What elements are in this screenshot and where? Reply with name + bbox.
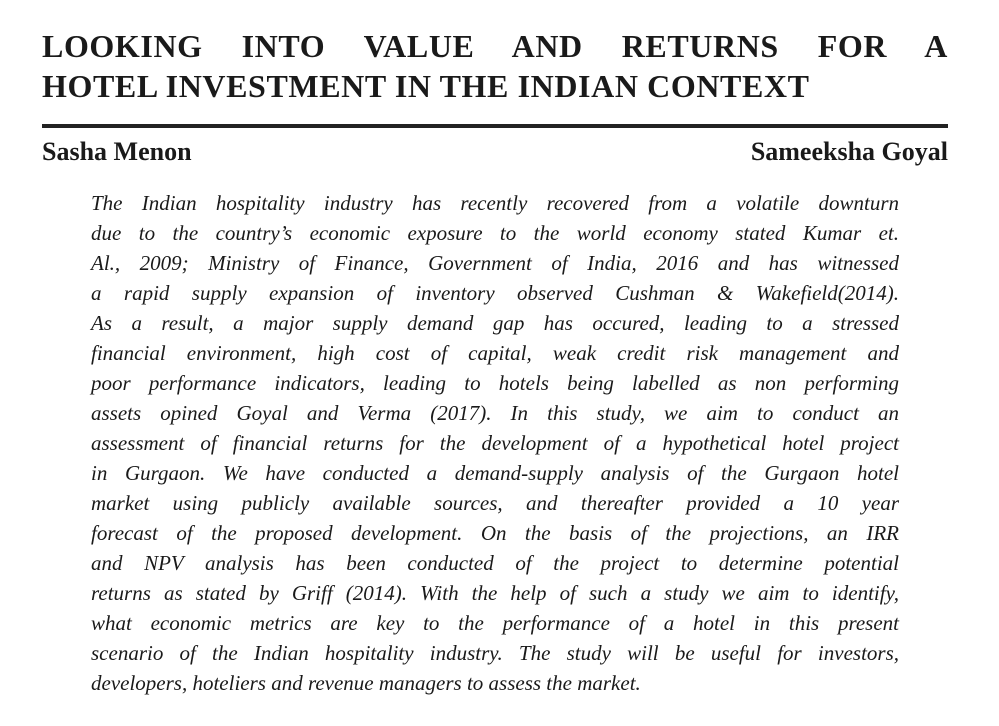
abstract-line: and NPV analysis has been conducted of the project to determine potential — [91, 551, 899, 575]
abstract-line: poor performance indicators, leading to hotels being labelled as non performing — [91, 371, 899, 395]
abstract-line: what economic metrics are key to the performance of a hotel in this present — [91, 611, 899, 635]
title-line-1: LOOKING INTO VALUE AND RETURNS FOR A — [42, 28, 948, 64]
abstract-line: market using publicly available sources, and thereafter provided a 10 year — [91, 491, 899, 515]
title-divider — [42, 124, 948, 128]
author-sasha-menon: Sasha Menon — [42, 137, 192, 166]
paper-title — [42, 26, 948, 106]
abstract-line: As a result, a major supply demand gap has occured, leading to a stressed — [91, 311, 899, 335]
abstract-line: scenario of the Indian hospitality industry. The study will be useful for investors, — [91, 641, 899, 665]
abstract — [91, 188, 899, 698]
abstract-line: The Indian hospitality industry has recently recovered from a volatile downturn — [91, 191, 899, 215]
abstract-line: financial environment, high cost of capital, weak credit risk management and — [91, 341, 899, 365]
abstract-line: in Gurgaon. We have conducted a demand-supply analysis of the Gurgaon hotel — [91, 461, 899, 485]
author-row — [42, 134, 948, 170]
abstract-line: Al., 2009; Ministry of Finance, Government of India, 2016 and has witnessed — [91, 251, 899, 275]
abstract-line: developers, hoteliers and revenue managers to assess the market. — [91, 671, 641, 695]
abstract-line: forecast of the proposed development. On the basis of the projections, an IRR — [91, 521, 899, 545]
title-line-2: HOTEL INVESTMENT IN THE INDIAN CONTEXT — [42, 68, 810, 104]
abstract-line: a rapid supply expansion of inventory observed Cushman & Wakefield(2014). — [91, 281, 899, 305]
abstract-line: assets opined Goyal and Verma (2017). In this study, we aim to conduct an — [91, 401, 899, 425]
author-sameeksha-goyal: Sameeksha Goyal — [750, 137, 948, 166]
abstract-line: due to the country’s economic exposure to the world economy stated Kumar et. — [91, 221, 899, 245]
abstract-line: assessment of financial returns for the development of a hypothetical hotel project — [91, 431, 899, 455]
abstract-line: returns as stated by Griff (2014). With the help of such a study we aim to identify, — [91, 581, 899, 605]
